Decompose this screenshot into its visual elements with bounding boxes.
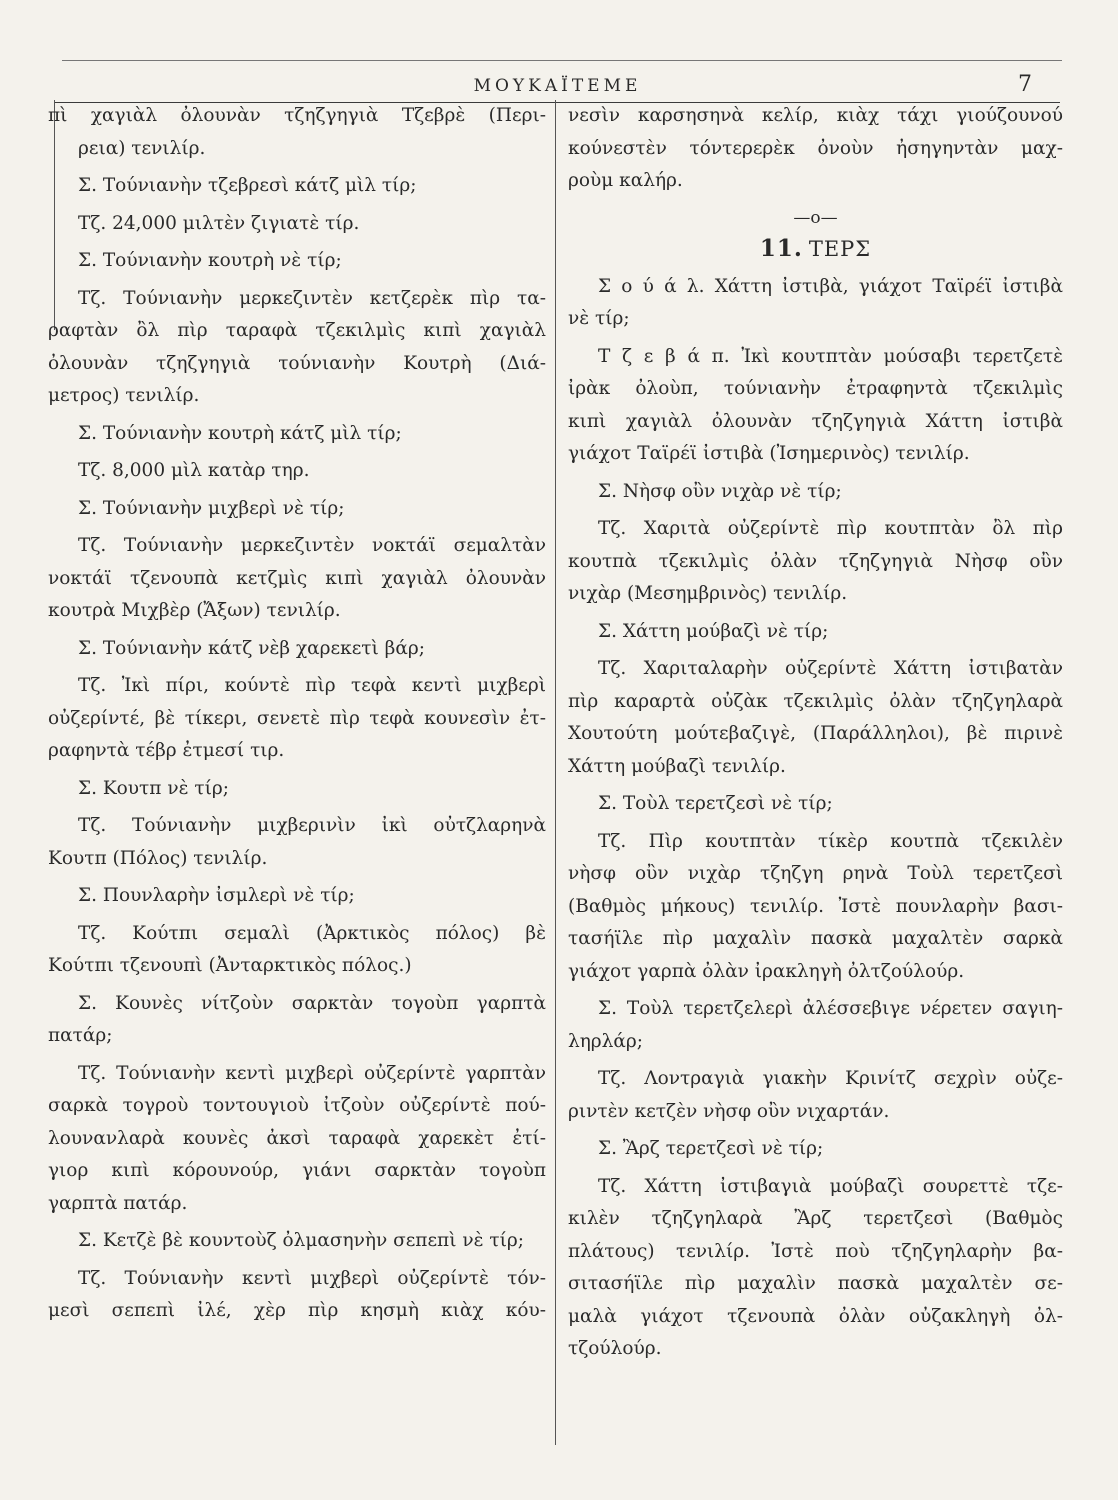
text-line: Σ. Τούνιανὴν μιχβερὶ νὲ τίρ; xyxy=(78,497,345,519)
text-line: Σ. Τούνιανὴν κουτρὴ νὲ τίρ; xyxy=(78,250,342,271)
text-line: Χάττη μούβαζὶ τενιλίρ. xyxy=(568,755,786,777)
text-line: γιορ κιπὶ κόρουνούρ, γιάνι σαρκτὰν τογοὺπ xyxy=(48,1160,546,1181)
text-line: νοκτάϊ τζενουπὰ κετζμὶς κιπὶ χαγιὰλ ὀλουνὰν xyxy=(48,567,546,589)
text-line: ροὺμ καλήρ. xyxy=(568,170,683,191)
right-column xyxy=(568,100,1063,1366)
text-line: νὴσφ οὒν νιχὰρ τζηζγη ρηνὰ Τοὺλ τερετζεσὶ xyxy=(568,863,1063,884)
text-line: γαρπτὰ πατάρ. xyxy=(48,1192,188,1214)
text-line: Σ. Κουτπ νὲ τίρ; xyxy=(78,777,229,799)
text-line: μετρος) τενιλίρ. xyxy=(48,385,200,406)
text-line: Τζ. Τούνιανὴν κεντὶ μιχβερὶ οὐζερίντὲ τόν- xyxy=(78,1267,546,1289)
text-line: σαρκὰ τογροὺ τοντουγιοὺ ἰτζοὺν οὐζερίντὲ πού- xyxy=(48,1095,546,1116)
text-line: νεσὶν καρσησηνὰ κελίρ, κιὰχ τάχι γιούζουνού xyxy=(568,105,1063,126)
text-line: νιχὰρ (Μεσημβρινὸς) τενιλίρ. xyxy=(568,583,848,604)
text-line: Σ. Κουνὲς νίτζοὺν σαρκτὰν τογοὺπ γαρπτὰ xyxy=(78,992,546,1014)
text-line: νὲ τίρ; xyxy=(568,308,630,329)
text-line: σιτασήϊλε πὶρ μαχαλὶν πασκὰ μαχαλτὲν σε- xyxy=(568,1273,1063,1294)
text-line: μεσὶ σεπεπὶ ἰλέ, χὲρ πὶρ κησμὴ κιὰχ κόυ- xyxy=(48,1300,546,1321)
text-line: Σ. Τοὺλ τερετζελερὶ ἀλέσσεβιγε νέρετεν σαγιη- xyxy=(598,998,1063,1019)
text-line: ἰρὰκ ὀλοὺπ, τούνιανὴν ἐτραφηντὰ τζεκιλμὶς xyxy=(568,378,1063,399)
text-line: λουνανλαρὰ κουνὲς ἀκσὶ ταραφὰ χαρεκὲτ ἐτί- xyxy=(48,1127,546,1149)
text-line: κουτπὰ τζεκιλμὶς ὀλὰν τζηζγηγιὰ Νὴσφ οὒν xyxy=(568,550,1063,572)
text-line: Κουτπ (Πόλος) τενιλίρ. xyxy=(48,847,268,869)
text-line: Τζ. Χαριταλαρὴν οὐζερίντὲ Χάττη ἰστιβατὰν xyxy=(598,658,1063,679)
text-line: Τζ. 24,000 μιλτὲν ζιγιατὲ τίρ. xyxy=(78,212,360,234)
text-line: Τζ. Ἰκὶ πίρι, κούντὲ πὶρ τεφὰ κεντὶ μιχβερὶ xyxy=(78,675,546,696)
page-number: 7 xyxy=(1018,72,1032,97)
text-line: Σ. Χάττη μούβαζὶ νὲ τίρ; xyxy=(598,620,829,642)
right-column-continuation xyxy=(568,100,1063,198)
text-line: Σ. Νὴσφ οὒν νιχὰρ νὲ τίρ; xyxy=(598,480,842,502)
text-line: Τζ. Τούνιανὴν μερκεζιντὲν κετζερὲκ πὶρ τα- xyxy=(78,287,546,309)
text-line: Τζ. Τούνιανὴν μιχβερινὶν ἰκὶ οὐτζλαρηνὰ xyxy=(78,815,546,836)
text-line: Χουτούτη μούτεβαζιγὲ, (Παράλληλοι), βὲ πιρινὲ xyxy=(568,723,1063,744)
running-title: ΜΟΥΚΑΪΤΕΜΕ xyxy=(473,76,642,96)
text-line: Τζ. Κούτπι σεμαλὶ (Ἀρκτικὸς πόλος) βὲ xyxy=(78,922,546,944)
text-line: πὶ χαγιὰλ ὀλουνὰν τζηζγηγιὰ Τζεβρὲ (Περι- xyxy=(48,105,546,126)
text-line: Κούτπι τζενουπὶ (Ἀνταρκτικὸς πόλος.) xyxy=(48,955,412,976)
text-line: Σ. Τοὺλ τερετζεσὶ νὲ τίρ; xyxy=(598,793,833,814)
text-line: ληρλάρ; xyxy=(568,1030,644,1052)
text-line: πλάτους) τενιλίρ. Ἰστὲ ποὺ τζηζγηλαρὴν βα- xyxy=(568,1240,1063,1262)
text-line: γιάχοτ Ταϊρέϊ ἰστιβὰ (Ἰσημερινὸς) τενιλίρ. xyxy=(568,443,970,464)
chapter-heading xyxy=(568,232,1063,266)
chapter-number: 11. xyxy=(759,234,803,262)
text-line: τασήϊλε πὶρ μαχαλὶν πασκὰ μαχαλτὲν σαρκὰ xyxy=(568,928,1063,949)
text-line: Τζ. 8,000 μὶλ κατὰρ τηρ. xyxy=(78,460,310,481)
text-line: μαλὰ γιάχοτ τζενουπὰ ὀλὰν οὐζακληγὴ ὀλ- xyxy=(568,1305,1063,1327)
text-line: Σ ο ύ ά λ. Χάττη ἰστιβὰ, γιάχοτ Ταϊρέϊ ἰστιβὰ xyxy=(598,275,1063,297)
text-line: Σ. Τούνιανὴν κάτζ νὲβ χαρεκετὶ βάρ; xyxy=(78,637,425,659)
text-line: γιάχοτ γαρπὰ ὀλὰν ἰρακληγὴ ὀλτζούλούρ. xyxy=(568,960,965,982)
text-line: τζούλούρ. xyxy=(568,1338,662,1359)
text-line: ραφηντὰ τέβρ ἐτμεσί τιρ. xyxy=(48,740,285,761)
text-line: Τζ. Χάττη ἰστιβαγιὰ μούβαζὶ σουρεττὲ τζε- xyxy=(598,1175,1063,1197)
text-line: Τζ. Τούνιανὴν μερκεζιντὲν νοκτάϊ σεμαλτὰν xyxy=(78,535,546,556)
chapter-title: ΤΕΡΣ xyxy=(808,236,872,261)
text-line: Τζ. Λοντραγιὰ γιακὴν Κρινίτζ σεχρὶν οὐζε- xyxy=(598,1068,1063,1089)
text-line: κουτρὰ Μιχβὲρ (Ἄξων) τενιλίρ. xyxy=(48,600,341,621)
text-line: ριντὲν κετζὲν νὴσφ οὒν νιχαρτάν. xyxy=(568,1100,890,1122)
text-line: πατάρ; xyxy=(48,1025,113,1046)
text-line: Σ. Πουνλαρὴν ἰσμλερὶ νὲ τίρ; xyxy=(78,885,355,906)
text-line: ρεια) τενιλίρ. xyxy=(78,137,206,159)
text-line: Τζ. Χαριτὰ οὐζερίντὲ πὶρ κουτπτὰν ὂλ πὶρ xyxy=(598,518,1063,539)
text-line: οὐζερίντέ, βὲ τίκερι, σενετὲ πὶρ τεφὰ κουνεσὶν ἐτ- xyxy=(48,707,546,729)
column-divider xyxy=(555,100,556,1445)
text-line: (Βαθμὸς μήκους) τενιλίρ. Ἰστὲ πουνλαρὴν βασι- xyxy=(568,895,1063,917)
section-ornament: —o— xyxy=(793,207,838,228)
page-header xyxy=(55,72,1060,103)
text-line: ὀλουνὰν τζηζγηγιὰ τούνιανὴν Κουτρὴ (Διά- xyxy=(48,352,546,374)
text-line: Τζ. Πὶρ κουτπτὰν τίκὲρ κουτπὰ τζεκιλὲν xyxy=(598,830,1063,852)
text-line: Σ. Τούνιανὴν κουτρὴ κάτζ μὶλ τίρ; xyxy=(78,422,402,444)
top-rule xyxy=(62,60,1062,61)
text-line: Τζ. Τούνιανὴν κεντὶ μιχβερὶ οὐζερίντὲ γαρπτὰν xyxy=(78,1062,546,1084)
text-line: πὶρ καραρτὰ οὐζὰκ τζεκιλμὶς ὀλὰν τζηζγηλαρὰ xyxy=(568,690,1063,712)
text-line: κιπὶ χαγιὰλ ὀλουνὰν τζηζγηγιὰ Χάττη ἰστιβὰ xyxy=(568,410,1063,432)
text-line: Σ. Κετζὲ βὲ κουντοὺζ ὀλμασηνὴν σεπεπὶ νὲ τίρ; xyxy=(78,1230,524,1251)
right-column-body xyxy=(568,266,1063,1366)
text-line: κούνεστὲν τόντερερὲκ ὀνοὺν ἠσηγηντὰν μαχ- xyxy=(568,137,1063,159)
text-line: ραφτὰν ὂλ πὶρ ταραφὰ τζεκιλμὶς κιπὶ χαγιὰλ xyxy=(48,320,546,341)
text-line: Τ ζ ε β ά π. Ἰκὶ κουτπτὰν μούσαβι τερετζετὲ xyxy=(598,345,1063,367)
text-line: κιλὲν τζηζγηλαρὰ Ἂρζ τερετζεσὶ (Βαθμὸς xyxy=(568,1208,1063,1229)
left-column xyxy=(48,100,546,1328)
text-line: Σ. Τούνιανὴν τζεβρεσὶ κάτζ μὶλ τίρ; xyxy=(78,175,417,196)
text-line: Σ. Ἂρζ τερετζεσὶ νὲ τίρ; xyxy=(598,1138,824,1159)
